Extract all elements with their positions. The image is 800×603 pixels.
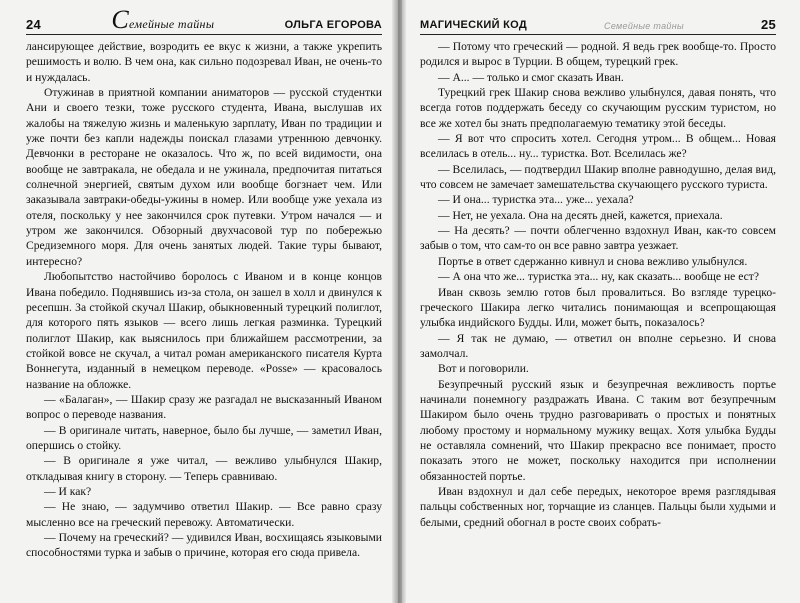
paragraph: — Я так не думаю, — ответил он вполне серьезно. И снова замолчал. xyxy=(420,331,776,360)
right-page-number: 25 xyxy=(760,17,776,32)
paragraph: — И как? xyxy=(44,484,92,498)
left-body-text xyxy=(26,39,382,561)
paragraph: Любопытство настойчиво боролось с Иваном и в конце концов Ивана победило. Поднявшись из-за стола, он зашел в холл и двинулся к ресепшн. За стойкой скучал Шакир, обыкновенный турецкий полиглот, для которого пять языков — всего лишь легкая разминка. Турецкий полиглот Шакир, как выяснилось при ближайшем рассмотрении, за стойкой вовсе не скучал, а читал роман американского писателя Курта Воннегута, изданный в немецком переводе. «Posse» — красовалось название на обложке. xyxy=(26,270,382,391)
paragraph: — В оригинале читать, наверное, было бы лучше, — заметил Иван, опершись о стойку. xyxy=(26,423,382,452)
author-name: ОЛЬГА ЕГОРОВА xyxy=(284,19,382,31)
paragraph: Турецкий грек Шакир снова вежливо улыбнулся, давая понять, что всегда готов поддержать беседу со скучающим русским туристом, но все же хотел бы знать предполагаемую тематику этой беседы. xyxy=(420,86,776,130)
paragraph: — Не знаю, — задумчиво ответил Шакир. — Все равно сразу мысленно все на греческий перевожу. Автоматически. xyxy=(26,500,382,529)
paragraph: Безупречный русский язык и безупречная вежливость портье начинали понемногу раздражать Ивана. С таким вот безупречным Шакиром было очень трудно разговаривать о простых и понятных любому простому и нормальному мужику вещах. Хотя улыбка Будды не оставляла сомнений, что Шакир прекрасно все понимает, просто показать этого не может, поскольку находится при исполнении обязанностей портье. xyxy=(420,377,776,483)
paragraph: — Вселилась, — подтвердил Шакир вполне равнодушно, делая вид, что совсем не замечает замешательства скучающего русского туриста. xyxy=(420,162,776,192)
paragraph: лансирующее действие, возродить ее вкус к жизни, а также укрепить решимость и волю. В чем она, как сильно подозревал Иван, не очень-то и нуждалась. xyxy=(26,40,382,84)
paragraph: — И она... туристка эта... уже... уехала? xyxy=(438,193,634,207)
paragraph: — Почему на греческий? — удивился Иван, восхищаясь языковыми способностями турка и забыв о причине, которая его сюда привела. xyxy=(26,531,382,560)
paragraph: — Я вот что спросить хотел. Сегодня утром... В общем... Новая вселилась в отель... ну... туристка. Вот. Вселилась же? xyxy=(420,132,776,161)
paragraph: — Нет, не уехала. Она на десять дней, кажется, приехала. xyxy=(438,208,723,222)
series-logo-text: емейные тайны xyxy=(129,17,215,31)
paragraph: — Потому что греческий — родной. Я ведь грек вообще-то. Просто родился и вырос в Турции. В общем, турецкий грек. xyxy=(420,40,776,69)
left-page-number: 24 xyxy=(26,17,42,32)
paragraph: — А она что же... туристка эта... ну, как сказать... вообще не ест? xyxy=(438,270,759,284)
paragraph: Портье в ответ сдержанно кивнул и снова вежливо улыбнулся. xyxy=(438,254,748,268)
paragraph: — На десять? — почти облегченно вздохнул Иван, как-то совсем забыв о том, что сам-то он все равно завтра уезжает. xyxy=(420,224,776,253)
right-running-header xyxy=(420,6,776,35)
left-running-header xyxy=(26,6,382,35)
right-page xyxy=(402,0,800,603)
running-title: МАГИЧЕСКИЙ КОД xyxy=(420,19,528,31)
paragraph: Вот и поговорили. xyxy=(438,362,529,376)
paragraph: Иван вздохнул и дал себе передых, некоторое время разглядывая пальцы собственных ног, торчащие из сланцев. Пальцы были худыми и белыми, средний обогнал в росте своих собрать- xyxy=(420,484,776,529)
paragraph: — В оригинале я уже читал, — вежливо улыбнулся Шакир, откладывая книгу в сторону. — Теперь сравниваю. xyxy=(26,454,382,483)
series-stamp: Семейные тайны xyxy=(604,21,684,31)
paragraph: Иван сквозь землю готов был провалиться. Во взгляде турецко-греческого Шакира легко читались понимающая и всепрощающая улыбка индийского Будды. Или, может быть, показалось? xyxy=(420,285,776,330)
book-gutter xyxy=(392,0,406,603)
series-logo xyxy=(111,5,215,34)
paragraph: Отужинав в приятной компании аниматоров — русской студентки Ани и своего тезки, тоже русского студента, Ивана, выслушав их жалобы на тяжелую жизнь и маленькую зарплату, Иван по традиции и уже почти без капли надежды поискал глазами утреннюю девчонку. Девчонки в ресторане не оказалось. Что ж, по всей видимости, она вообще не завтракала, не обедала и не ужинала, предпочитая питаться солнечной энергией, святым духом или вообще богзнает чем. Или заказывала завтраки-обеды-ужины в номер. Или вообще уже уехала из отеля, поскольку у нее закончился срок путевки. Утром начался — и утром же закончился. Обзорный двухчасовой тур по побережью Средиземного моря. Для очень занятых людей. Такие туры бывают, интересно? xyxy=(26,86,382,268)
right-body-text xyxy=(420,39,776,530)
series-logo-initial: С xyxy=(111,5,130,34)
paragraph: — «Балаган», — Шакир сразу же разгадал не высказанный Иваном вопрос о переводе названия. xyxy=(26,392,382,422)
left-page xyxy=(0,0,398,603)
paragraph: — А... — только и смог сказать Иван. xyxy=(438,70,624,84)
